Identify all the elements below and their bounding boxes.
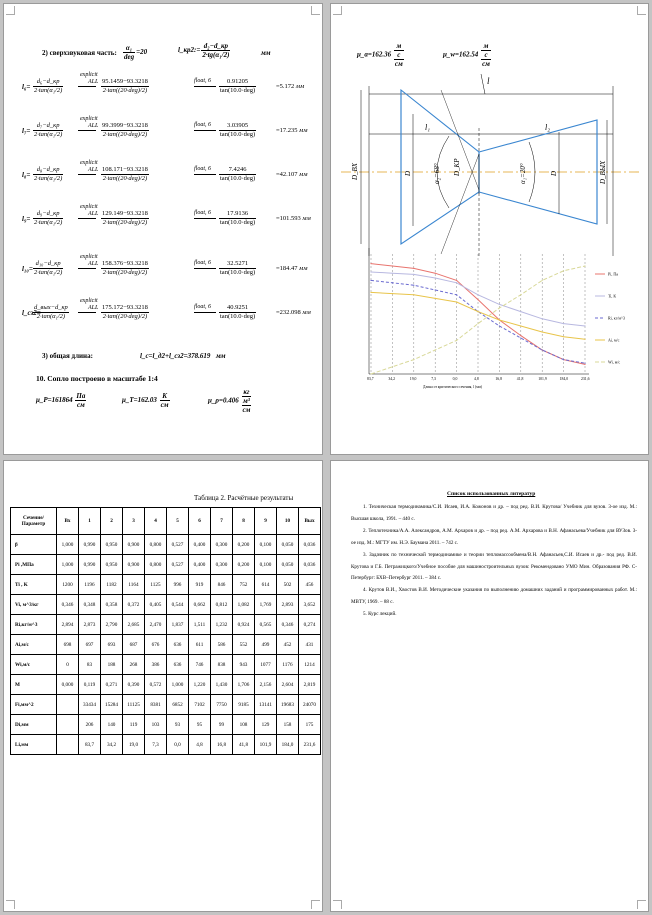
table-header-cell: 10 <box>277 508 299 535</box>
table-cell: 752 <box>233 575 255 595</box>
chart-point <box>477 311 478 312</box>
chart-point <box>435 273 436 274</box>
table-cell: 0,271 <box>101 675 123 695</box>
table-cell: 108 <box>233 715 255 735</box>
table-cell: 41,8 <box>233 735 255 755</box>
table-cell: 175 <box>299 715 321 735</box>
chart-point <box>584 363 585 364</box>
chart-point <box>563 323 564 324</box>
table-cell: 2,685 <box>123 615 145 635</box>
reference-item: 3. Задачник по технической термодинамике и теории тепломассообмена/В.Н. Афанасьев,С.И. Исаев и др.- под ред. В.И. Крутова и Г.Б. Петражицкого/Учебное пособие для машиностроительных вузов: Рекомендовано УМО Мин. Образования РФ. С-Петербург: БХВ–Петербург 2011. – 384 с. <box>351 552 637 581</box>
references-title: Список использованных литератур <box>447 491 536 497</box>
table-row <box>11 695 321 715</box>
chart-point <box>520 337 521 338</box>
table-cell: 0,274 <box>299 615 321 635</box>
table-cell: 0,390 <box>123 675 145 695</box>
chart-point <box>456 340 457 341</box>
table-cell: 0 <box>57 655 79 675</box>
table-cell: 95 <box>189 715 211 735</box>
table-row-label: β <box>11 535 57 555</box>
table-cell: 919 <box>189 575 211 595</box>
table-cell: 15284 <box>101 695 123 715</box>
table-cell: 0,036 <box>299 555 321 575</box>
table-cell: 2,156 <box>255 675 277 695</box>
chart-point <box>370 280 371 281</box>
table-cell: 2,893 <box>277 595 299 615</box>
chart-point <box>370 373 371 374</box>
table-cell: 0,300 <box>211 555 233 575</box>
table-row <box>11 595 321 615</box>
chart-point <box>392 265 393 266</box>
table-row <box>11 675 321 695</box>
table-cell: 101,9 <box>255 735 277 755</box>
table-cell: 0,572 <box>145 675 167 695</box>
total-length-equation: l_с=l_д2+l_сз2=378.619 <box>140 352 211 360</box>
table-cell: 698 <box>57 635 79 655</box>
table-row <box>11 575 321 595</box>
table-cell: 231,6 <box>299 735 321 755</box>
table-cell: 846 <box>211 575 233 595</box>
chart-point <box>392 293 393 294</box>
table-cell: 1164 <box>123 575 145 595</box>
table-header-cell: 2 <box>101 508 123 535</box>
chart-x-tick: 101,9 <box>538 377 547 381</box>
chart-point <box>563 270 564 271</box>
dim-l-label: l <box>487 76 490 86</box>
table-cell: 1200 <box>57 575 79 595</box>
table-cell: 1182 <box>101 575 123 595</box>
table-cell: 19,0 <box>123 735 145 755</box>
chart-legend-label: Wi, м/с <box>608 359 621 365</box>
table-cell: 996 <box>167 575 189 595</box>
table-cell: 0,346 <box>277 615 299 635</box>
chart-x-label: Длина от критического сечения, l (мм) <box>423 385 482 389</box>
chart-legend-label: Ri, кг/м^3 <box>608 315 625 321</box>
chart-x-tick: 231,6 <box>581 377 590 381</box>
table-cell: 0,0 <box>167 735 189 755</box>
chart-point <box>456 294 457 295</box>
table-cell: 93 <box>167 715 189 735</box>
table-cell: 0,900 <box>123 535 145 555</box>
table-row-label: Wi,м/с <box>11 655 57 675</box>
chart-point <box>499 325 500 326</box>
table-cell: 1,769 <box>255 595 277 615</box>
chart-x-tick: 16,8 <box>495 377 503 381</box>
mu-t: μ_T=162.03 $\frac{K}{см}$ <box>122 392 169 409</box>
chart-point <box>392 366 393 367</box>
table-header-cell: 1 <box>79 508 101 535</box>
alpha2-label: α₂=68° <box>433 163 441 184</box>
chart-point <box>520 325 521 326</box>
chart-point <box>392 273 393 274</box>
table-cell: 34,2 <box>101 735 123 755</box>
page-3 <box>3 460 323 912</box>
table-cell: 1196 <box>79 575 101 595</box>
chart-x-tick: 19,0 <box>409 377 417 381</box>
chart-x-tick: 83,7 <box>367 377 374 381</box>
lcrit-unit: мм <box>261 49 271 57</box>
table-header-cell: 9 <box>255 508 277 535</box>
table-cell: 1,220 <box>189 675 211 695</box>
chart-point <box>563 336 564 337</box>
table-cell <box>57 735 79 755</box>
table-cell: 7,3 <box>145 735 167 755</box>
table-cell: 0,527 <box>167 535 189 555</box>
table-cell: 552 <box>233 635 255 655</box>
dim-l2-label: l₂ <box>545 123 551 132</box>
table-cell: 0,348 <box>79 595 101 615</box>
table-cell: 0,372 <box>123 595 145 615</box>
table-cell: 1,430 <box>211 675 233 695</box>
mu-w: μ_w=162.54 м с см <box>443 42 490 68</box>
chart-point <box>435 289 436 290</box>
table-cell: 206 <box>79 715 101 735</box>
chart-point <box>370 271 371 272</box>
reference-item: 1. Техническая термодинамика/С.И. Исаев, И.А. Кожонов и др. – под ред. В.И. Крутова/ Учебник для вузов. 3-ое изд. М.: Высшая школа, 1991. – 440 с. <box>351 504 637 522</box>
table-cell: 586 <box>211 635 233 655</box>
table-cell: 2,604 <box>277 675 299 695</box>
page-4 <box>330 460 649 912</box>
table-cell: 676 <box>145 635 167 655</box>
table-header-cell: Вх <box>57 508 79 535</box>
table-cell: 0,400 <box>189 555 211 575</box>
chart-x-tick: 184,0 <box>559 377 569 381</box>
table-cell: 0,990 <box>79 535 101 555</box>
table-cell: 13141 <box>255 695 277 715</box>
chart-legend-label: Pi, Па <box>608 271 618 277</box>
table-cell: 2,894 <box>57 615 79 635</box>
table-row-label: Li,мм <box>11 735 57 755</box>
chart-point <box>413 274 414 275</box>
chart-point <box>413 294 414 295</box>
table-cell: 431 <box>299 635 321 655</box>
table-cell: 0,200 <box>233 555 255 575</box>
reference-item: 4. Крутов В.И., Хвостов В.И. Методические указания по выполнению домашних заданий и программированных работ. М.: МВТУ, 1969. – 88 с. <box>351 587 637 605</box>
chart-point <box>542 331 543 332</box>
table-cell: 0,358 <box>101 595 123 615</box>
reference-item: 5. Курс лекций. <box>363 611 397 617</box>
table-cell: 1,706 <box>233 675 255 695</box>
table-cell: 119 <box>123 715 145 735</box>
table-cell: 0,900 <box>123 555 145 575</box>
table-cell: 1,511 <box>189 615 211 635</box>
chart-x-tick: 4,8 <box>474 377 479 381</box>
table-row-label: Ai,м/с <box>11 635 57 655</box>
d-in-label: D_ВХ <box>351 163 359 180</box>
table-cell: 268 <box>123 655 145 675</box>
table-cell: 0,100 <box>255 555 277 575</box>
table-row <box>11 715 321 735</box>
table-cell: 0,200 <box>233 535 255 555</box>
table-row-label: Pi ,МПа <box>11 555 57 575</box>
table-cell: 0,050 <box>277 535 299 555</box>
table-cell: 0,036 <box>299 535 321 555</box>
table-cell: 0,527 <box>167 555 189 575</box>
mu-a: μ_a=162.36 м с см <box>357 42 403 68</box>
table-cell: 1,000 <box>167 675 189 695</box>
table-header-cell: 4 <box>145 508 167 535</box>
chart-point <box>584 325 585 326</box>
table-cell: 636 <box>167 655 189 675</box>
chart-point <box>477 323 478 324</box>
table-cell: 0,565 <box>255 615 277 635</box>
table-cell: 697 <box>79 635 101 655</box>
table-cell: 129 <box>255 715 277 735</box>
table-row-label: Di,мм <box>11 715 57 735</box>
chart-point <box>370 263 371 264</box>
table-cell: 2,819 <box>299 675 321 695</box>
table-cell: 1,837 <box>167 615 189 635</box>
chart-x-tick: 34,2 <box>388 377 396 381</box>
table-cell: 16,8 <box>211 735 233 755</box>
table-cell: 9185 <box>233 695 255 715</box>
mu-rho: μ_ρ=0.406 кг м³ см <box>208 388 251 414</box>
table-cell: 2,470 <box>145 615 167 635</box>
table-cell: 0,050 <box>277 555 299 575</box>
chart-point <box>435 349 436 350</box>
chart-point <box>542 318 543 319</box>
table-cell: 0,990 <box>79 555 101 575</box>
table-cell: 0,405 <box>145 595 167 615</box>
table-row <box>11 735 321 755</box>
table-cell: 4,8 <box>189 735 211 755</box>
table-cell: 943 <box>233 655 255 675</box>
page-2 <box>330 3 649 455</box>
table-cell: 2,873 <box>79 615 101 635</box>
chart-point <box>584 364 585 365</box>
table-cell: 7750 <box>211 695 233 715</box>
table-cell: 0,300 <box>211 535 233 555</box>
table-cell <box>57 715 79 735</box>
table-cell: 0,346 <box>57 595 79 615</box>
chart-x-tick: 7,3 <box>431 377 436 381</box>
table-cell: 693 <box>101 635 123 655</box>
table-cell: 6852 <box>167 695 189 715</box>
table-cell <box>57 695 79 715</box>
chart-point <box>413 285 414 286</box>
table-cell: 636 <box>167 635 189 655</box>
table-header-cell: 3 <box>123 508 145 535</box>
table-cell: 502 <box>277 575 299 595</box>
table-cell: 1125 <box>145 575 167 595</box>
table-cell: 19683 <box>277 695 299 715</box>
chart-point <box>542 280 543 281</box>
chart-x-tick: 41,8 <box>516 377 524 381</box>
table-cell: 0,662 <box>189 595 211 615</box>
table-cell: 0,100 <box>255 535 277 555</box>
chart-x-tick: 0,0 <box>452 377 458 381</box>
table-cell: 0,950 <box>101 555 123 575</box>
total-length-unit: мм <box>216 352 226 360</box>
table-row-label: M <box>11 675 57 695</box>
page-1: 2) сверхзвуковая часть: $\frac{\text{α₁}}{\text{deg}}$ =20 l_кр2:= $\frac{\text{d₂−d\_кр}}{\text{2·tg(α₁/2)}}$ мм l₆= explicit ALL d₆−d_кр 2·tan(α₁/2) 95.1459−93.3218 2·tan((20·deg)/2) float, 6 0.91205 tan(10.0·deg) =5.172 мм l₇= explicit ALL d₇−d_кр 2·tan(α₁/2) 99.3999−93.3218 2·tan((20·deg)/2) float, 6 3.03905 tan(10.0·deg) =17.235 мм l₈= explicit ALL d₈−d_кр 2·tan(α₁/2) 108.171−93.3218 2·tan((20·deg)/2) float, 6 7.4246 tan(10.0·deg) =42.107 мм l₉= explicit ALL d₉−d_кр 2·tan(α₁/2) 129.149−93.3218 2·tan((20·deg)/2) float, 6 17.9136 tan(10.0·deg) =101.593 мм l₁₀= explicit ALL d₁₀−d_кр 2·tan(α₁/2) 158.376−93.3218 2·tan((20·deg)/2) float, 6 32.5271 tan(10.0·deg) =184.47 мм l_сз2= explicit ALL d_вых−d_кр 2·tan(α₁/2) 175.172−93.3218 2·tan((20·deg)/2) float, 6 40.9251 tan(10.0·deg) =232.098 мм 3) общая длина: l_с=l_д2+l_сз2=378.619 мм 10. Сопло построено в масштабе 1:4 μ_P=161864 $\frac{Па}{см}$ μ_T=162.03 $\frac{K}{см}$ μ_ρ=0.406 кг м³ см <box>3 3 323 455</box>
table-cell: 0,800 <box>145 535 167 555</box>
table-cell: 386 <box>145 655 167 675</box>
chart-point <box>477 294 478 295</box>
chart-point <box>499 307 500 308</box>
table-cell: 1,232 <box>211 615 233 635</box>
table-cell: 0,950 <box>101 535 123 555</box>
table-row <box>11 635 321 655</box>
chart-legend-label: Ti, К <box>608 293 617 299</box>
chart-point <box>499 319 500 320</box>
table-cell: 1214 <box>299 655 321 675</box>
table-row-label: Fi,мм^2 <box>11 695 57 715</box>
alpha-equation: $\frac{\text{α₁}}{\text{deg}}$ =20 <box>124 44 148 61</box>
table-cell: 184,0 <box>277 735 299 755</box>
chart-point <box>520 311 521 312</box>
table-cell: 1,000 <box>57 555 79 575</box>
section-title: 10. Сопло построено в масштабе 1:4 <box>36 374 158 383</box>
chart-point <box>542 349 543 350</box>
chart-point <box>584 339 585 340</box>
table-cell: 499 <box>255 635 277 655</box>
lcrit-equation: l_кр2:= $\frac{\text{d₂−d\_кр}}{\text{2·tg(α₁/2)}}$ <box>178 42 230 59</box>
table-cell: 3,652 <box>299 595 321 615</box>
table-cell: 611 <box>189 635 211 655</box>
table-cell: 614 <box>255 575 277 595</box>
chart-point <box>584 265 585 266</box>
table-row <box>11 535 321 555</box>
table-cell: 0,800 <box>145 555 167 575</box>
table-row <box>11 615 321 635</box>
table-cell: 746 <box>189 655 211 675</box>
table-cell: 456 <box>299 575 321 595</box>
table-cell: 103 <box>145 715 167 735</box>
total-length-label: 3) общая длина: <box>42 352 93 360</box>
table-cell: 83,7 <box>79 735 101 755</box>
table-cell: 8381 <box>145 695 167 715</box>
chart-point <box>435 277 436 278</box>
chart-point <box>563 359 564 360</box>
chart-point <box>370 292 371 293</box>
table-row <box>11 655 321 675</box>
table-cell: 2,790 <box>101 615 123 635</box>
table-cell: 687 <box>123 635 145 655</box>
supersonic-label: 2) сверхзвуковая часть: <box>42 49 117 57</box>
chart-point <box>435 298 436 299</box>
table-cell: 11125 <box>123 695 145 715</box>
chart-point <box>520 335 521 336</box>
table-cell: 188 <box>101 655 123 675</box>
table-cell: 1176 <box>277 655 299 675</box>
table-row-label: Ri,кг/м^3 <box>11 615 57 635</box>
chart-point <box>520 294 521 295</box>
table-cell: 158 <box>277 715 299 735</box>
table-cell: 1,000 <box>57 535 79 555</box>
alpha1-label: α₁=20° <box>519 163 527 184</box>
table-cell: 0,000 <box>57 675 79 695</box>
table-title: Таблица 2. Расчётные результаты <box>194 494 294 502</box>
table-cell: 0,924 <box>233 615 255 635</box>
table-cell: 838 <box>211 655 233 675</box>
table-header-cell: 6 <box>189 508 211 535</box>
chart-point <box>477 299 478 300</box>
chart-point <box>456 282 457 283</box>
chart-legend-label: Ai, м/с <box>608 337 620 343</box>
d2-label: D <box>550 170 558 176</box>
table-cell: 33434 <box>79 695 101 715</box>
dim-l1-label: l₁ <box>425 123 431 132</box>
table-header-cell: 8 <box>233 508 255 535</box>
table-row-label: Vi, м^3/кг <box>11 595 57 615</box>
table-cell: 7102 <box>189 695 211 715</box>
table-cell: 140 <box>101 715 123 735</box>
table-header-cell: 7 <box>211 508 233 535</box>
table-row-label: Ti , K <box>11 575 57 595</box>
table-cell: 1,082 <box>233 595 255 615</box>
results-table <box>10 507 321 755</box>
chart-point <box>499 304 500 305</box>
chart-point <box>392 282 393 283</box>
d-out-label: D_ВЫХ <box>599 160 607 184</box>
table-cell: 0,812 <box>211 595 233 615</box>
table-header-corner: Сечение/ Параметр <box>11 508 57 535</box>
table-cell: 0,544 <box>167 595 189 615</box>
table-cell: 83 <box>79 655 101 675</box>
table-row <box>11 555 321 575</box>
table-header-cell: Вых <box>299 508 321 535</box>
chart-point <box>413 268 414 269</box>
parameter-chart <box>331 4 649 455</box>
table-cell: 1077 <box>255 655 277 675</box>
mu-p: μ_P=161864 $\frac{Па}{см}$ <box>36 392 86 409</box>
table-cell: 0,400 <box>189 535 211 555</box>
chart-point <box>456 280 457 281</box>
reference-item: 2. Теплотехника/А.А. Александров, А.М. Архаров и др. – под ред. А.М. Архарова и В.Н. Афанасьева/Учебник для ВУЗов. 3-ое изд. М.: МГТУ им. Н.Э. Баумана 2011. – 742 с. <box>351 528 637 546</box>
table-cell: 99 <box>211 715 233 735</box>
chart-point <box>456 301 457 302</box>
table-cell: 0,119 <box>79 675 101 695</box>
d-cr-label: D_КР <box>453 158 461 176</box>
table-header-cell: 5 <box>167 508 189 535</box>
chart-point <box>413 359 414 360</box>
table-cell: 24070 <box>299 695 321 715</box>
d1-label: D <box>404 170 412 176</box>
table-cell: 452 <box>277 635 299 655</box>
